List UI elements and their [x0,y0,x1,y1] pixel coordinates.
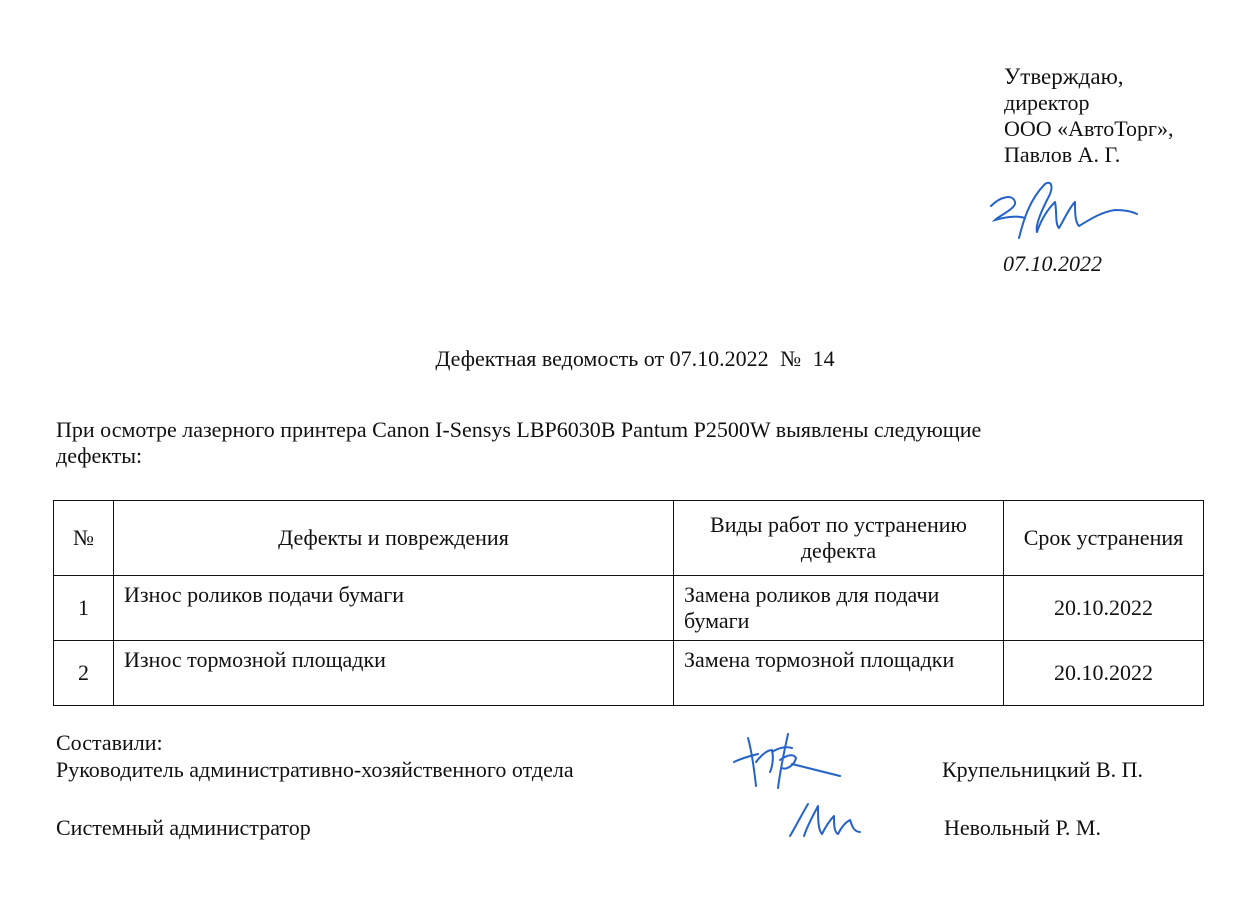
approval-heading: Утверждаю, [1004,64,1124,89]
header-works: Виды работ по устранению дефекта [674,501,1004,576]
document-number: 14 [812,346,835,371]
row-deadline: 20.10.2022 [1004,576,1204,641]
table-header-row [54,501,1204,576]
intro-paragraph [56,417,1196,469]
header-defects: Дефекты и повреждения [114,501,674,576]
approver-name: Павлов А. Г. [1004,142,1121,167]
document-title [0,346,1250,372]
approver-company: ООО «АвтоТорг», [1004,116,1174,141]
second-signer-position: Системный администратор [56,815,311,840]
row-work: Замена роликов для подачи бумаги [674,576,1004,641]
row-defect: Износ роликов подачи бумаги [114,576,674,641]
compiled-label: Составили: [56,730,163,755]
first-signer-signature [728,728,848,798]
approval-date: 07.10.2022 [1003,251,1102,276]
document-title-text: Дефектная ведомость от 07.10.2022 [435,346,769,371]
header-deadline: Срок устранения [1004,501,1204,576]
first-signer-position: Руководитель административно-хозяйственного отдела [56,757,574,782]
table-row [54,576,1204,641]
row-work: Замена тормозной площадки [674,641,1004,706]
row-num: 1 [54,576,114,641]
director-signature [985,176,1145,246]
row-defect: Износ тормозной площадки [114,641,674,706]
table-row [54,641,1204,706]
approval-block [1004,64,1234,168]
approver-position: директор [1004,90,1090,115]
first-signer-name: Крупельницкий В. П. [942,757,1144,782]
second-signer-name: Невольный Р. М. [944,815,1101,840]
defects-table [53,500,1204,706]
intro-line-1: При осмотре лазерного принтера Canon I-Sensys LBP6030B Pantum P2500W выявлены следующие [56,417,982,442]
second-signer-signature [780,796,870,846]
document-number-sign: № [780,346,802,371]
row-num: 2 [54,641,114,706]
row-deadline: 20.10.2022 [1004,641,1204,706]
intro-line-2: дефекты: [56,443,143,468]
header-num: № [54,501,114,576]
